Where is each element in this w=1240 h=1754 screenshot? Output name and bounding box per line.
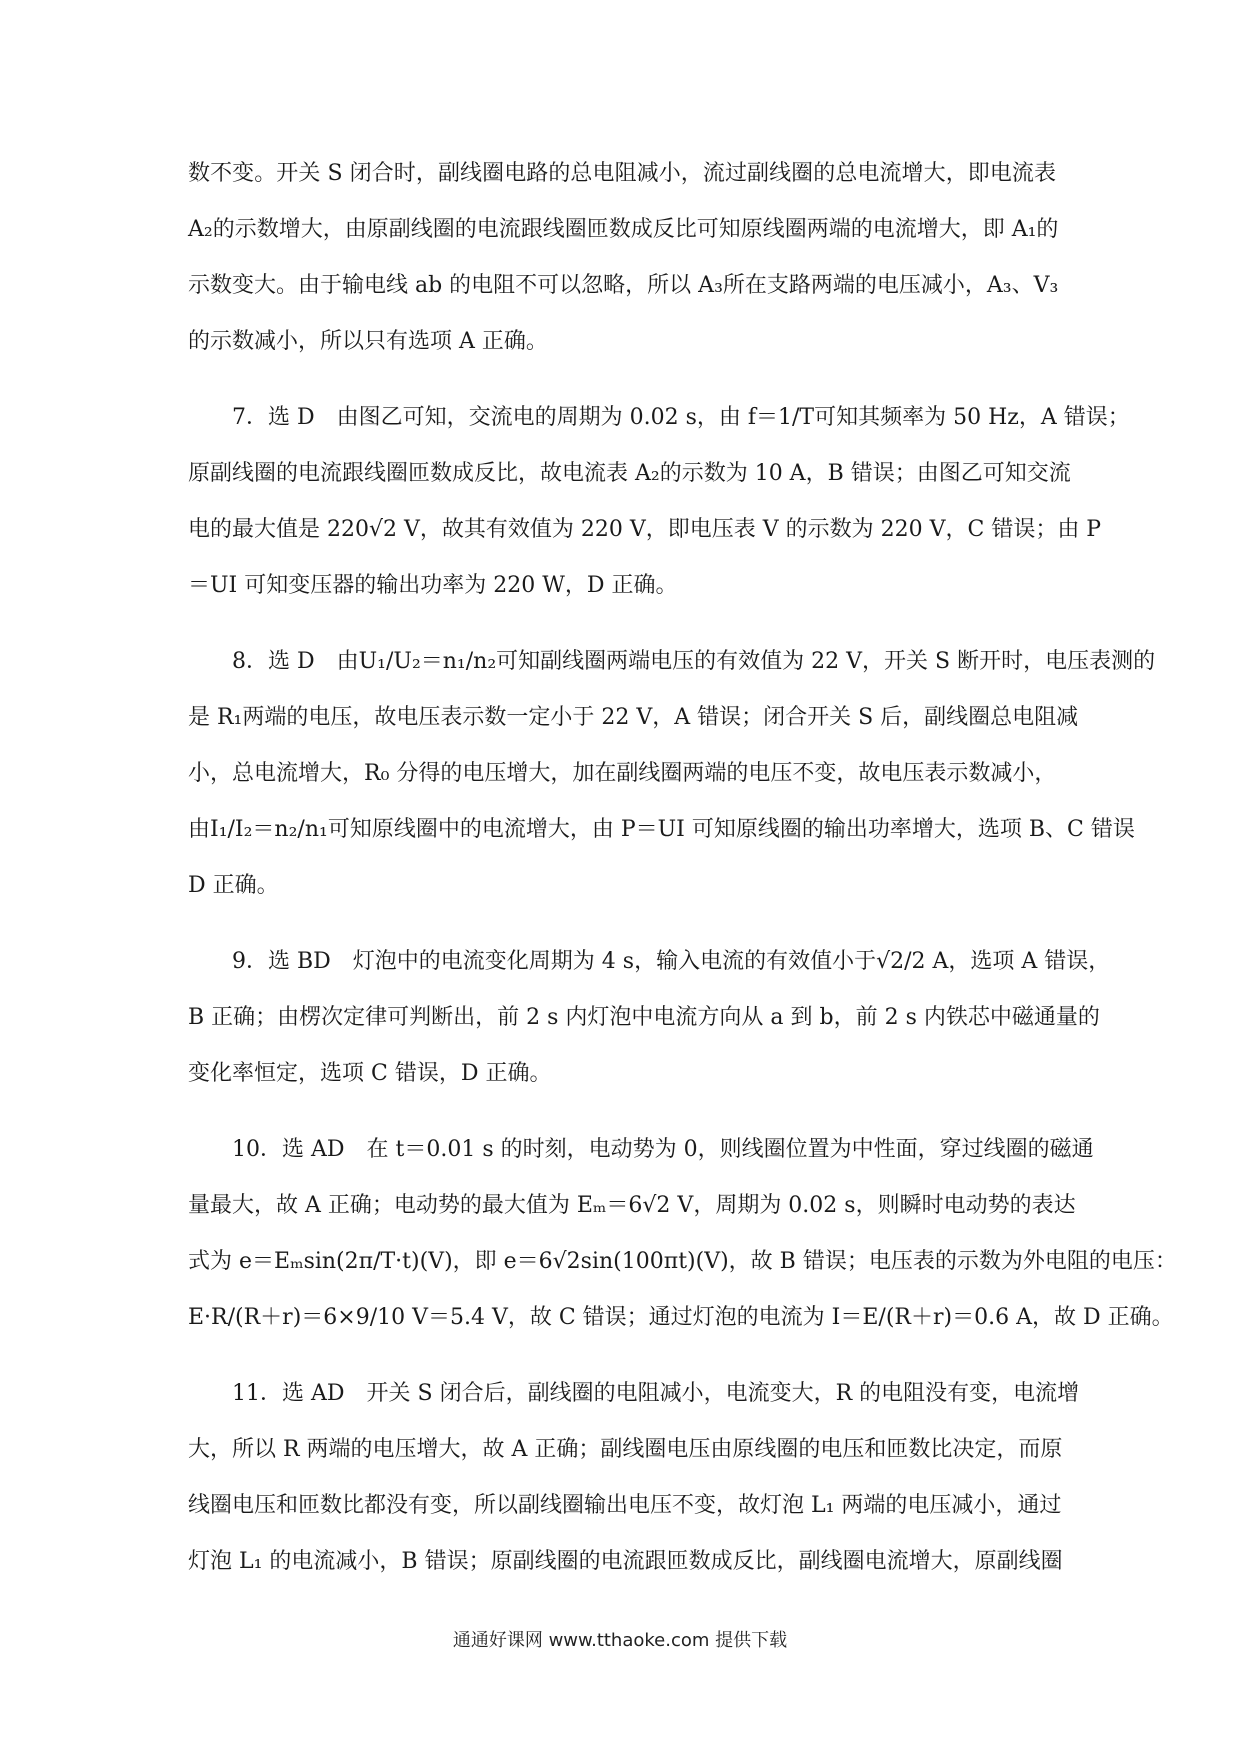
paragraph-p11 xyxy=(188,1366,1080,1590)
text-line: 灯泡 L₁ 的电流减小，B 错误；原副线圈的电流跟匝数成反比，副线圈电流增大，原副线圈 xyxy=(188,1549,1063,1574)
text-line: 示数变大。由于输电线 ab 的电阻不可以忽略，所以 A₃所在支路两端的电压减小，A₃、V₃ xyxy=(188,273,1059,298)
text-line: 变化率恒定，选项 C 错误，D 正确。 xyxy=(188,1061,552,1086)
text-line: 9．选 BD 灯泡中的电流变化周期为 4 s，输入电流的有效值小于√2/2 A，选项 A 错误， xyxy=(232,949,1111,974)
text-line: 8．选 D 由U₁/U₂＝n₁/n₂可知副线圈两端电压的有效值为 22 V，开关 S 断开时，电压表测的 xyxy=(232,649,1156,674)
page-footer: 通通好课网 www.tthaoke.com 提供下载 xyxy=(452,1630,788,1651)
paragraph-p7 xyxy=(188,390,1130,614)
paragraph-p8 xyxy=(188,634,1156,914)
text-line: 量最大，故 A 正确；电动势的最大值为 Eₘ＝6√2 V，周期为 0.02 s，则瞬时电动势的表达 xyxy=(188,1193,1076,1218)
text-line: 数不变。开关 S 闭合时，副线圈电路的总电阻减小，流过副线圈的总电流增大，即电流表 xyxy=(188,161,1056,186)
paragraph-p6-cont xyxy=(188,146,1059,370)
text-line: ＝UI 可知变压器的输出功率为 220 W，D 正确。 xyxy=(188,573,678,598)
text-line: E·R/(R＋r)＝6×9/10 V＝5.4 V，故 C 错误；通过灯泡的电流为 I＝E/(R＋r)＝0.6 A，故 D 正确。 xyxy=(188,1305,1174,1330)
text-line: 由I₁/I₂＝n₂/n₁可知原线圈中的电流增大，由 P＝UI 可知原线圈的输出功率增大，选项 B、C 错误 xyxy=(188,817,1135,842)
text-line: 式为 e＝Eₘsin(2π/T·t)(V)，即 e＝6√2sin(100πt)(V)，故 B 错误；电压表的示数为外电阻的电压： xyxy=(188,1249,1177,1274)
text-line: D 正确。 xyxy=(188,873,279,898)
text-line: 大，所以 R 两端的电压增大，故 A 正确；副线圈电压由原线圈的电压和匝数比决定，而原 xyxy=(188,1437,1063,1462)
text-line: 11．选 AD 开关 S 闭合后，副线圈的电阻减小，电流变大，R 的电阻没有变，电流增 xyxy=(232,1381,1080,1406)
text-line: B 正确；由楞次定律可判断出，前 2 s 内灯泡中电流方向从 a 到 b，前 2 s 内铁芯中磁通量的 xyxy=(188,1005,1100,1030)
text-line: 是 R₁两端的电压，故电压表示数一定小于 22 V，A 错误；闭合开关 S 后，副线圈总电阻减 xyxy=(188,705,1079,730)
text-line: 线圈电压和匝数比都没有变，所以副线圈输出电压不变，故灯泡 L₁ 两端的电压减小，通过 xyxy=(188,1493,1062,1518)
text-line: 原副线圈的电流跟线圈匝数成反比，故电流表 A₂的示数为 10 A，B 错误；由图乙可知交流 xyxy=(188,461,1071,486)
text-line: A₂的示数增大，由原副线圈的电流跟线圈匝数成反比可知原线圈两端的电流增大，即 A₁的 xyxy=(188,217,1059,242)
answer-content xyxy=(188,146,1177,1610)
paragraph-p9 xyxy=(188,934,1111,1102)
text-line: 电的最大值是 220√2 V，故其有效值为 220 V，即电压表 V 的示数为 220 V，C 错误；由 P xyxy=(188,517,1102,542)
text-line: 小，总电流增大，R₀ 分得的电压增大，加在副线圈两端的电压不变，故电压表示数减小， xyxy=(188,761,1057,786)
text-line: 的示数减小，所以只有选项 A 正确。 xyxy=(188,329,548,354)
text-line: 10．选 AD 在 t＝0.01 s 的时刻，电动势为 0，则线圈位置为中性面，穿过线圈的磁通 xyxy=(232,1137,1094,1162)
text-line: 7．选 D 由图乙可知，交流电的周期为 0.02 s，由 f＝1/T可知其频率为 50 Hz，A 错误； xyxy=(232,405,1130,430)
paragraph-p10 xyxy=(188,1122,1177,1346)
